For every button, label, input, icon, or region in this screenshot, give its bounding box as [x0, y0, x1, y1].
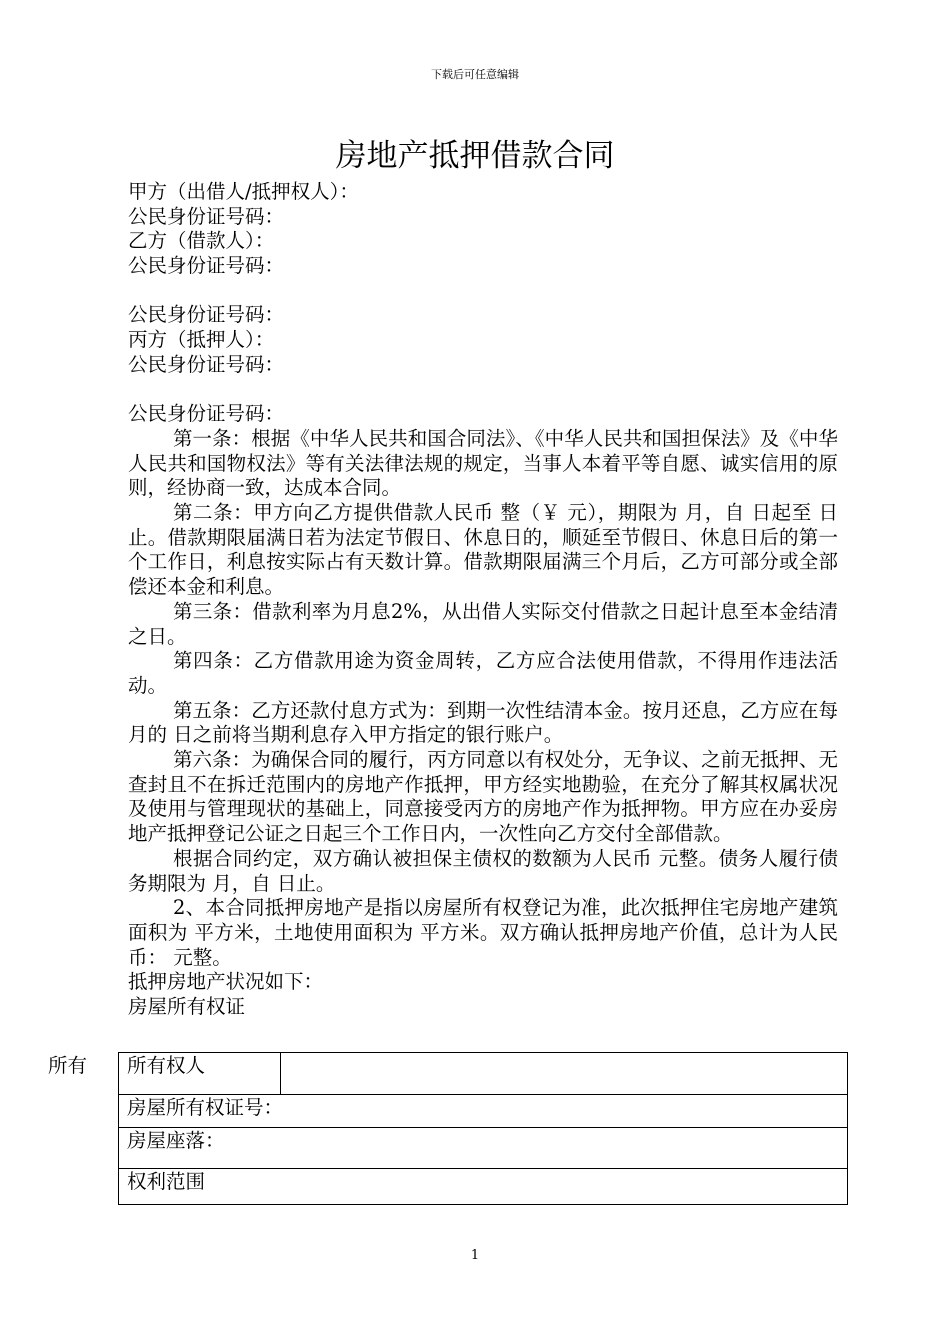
- clause-property-area: 2、本合同抵押房地产是指以房屋所有权登记为准，此次抵押住宅房地产建筑面积为 平方米，土地使用面积为 平方米。双方确认抵押房地产价值，总计为人民币： 元整。: [128, 896, 838, 969]
- table-row: [119, 1053, 848, 1095]
- header-note: 下载后可任意编辑: [431, 68, 519, 81]
- page-number: 1: [470, 1248, 480, 1263]
- party-a-line: 甲方（出借人/抵押权人）：: [128, 180, 359, 203]
- table-row: [119, 1169, 848, 1205]
- table-row: [119, 1095, 848, 1128]
- blank-line: [128, 279, 838, 304]
- party-c-id-line-2: 公民身份证号码：: [128, 402, 285, 426]
- clause-4: 第四条：乙方借款用途为资金周转，乙方应合法使用借款，不得用作违法活动。: [128, 649, 838, 697]
- property-intro: 抵押房地产状况如下：: [128, 970, 324, 994]
- owner-value-cell: [281, 1053, 848, 1095]
- rights-scope-cell: 权利范围: [119, 1169, 848, 1205]
- property-cert-heading: 房屋所有权证: [128, 995, 246, 1019]
- party-b-id-line: 公民身份证号码：: [128, 254, 285, 278]
- clause-debt-amount: 根据合同约定，双方确认被担保主债权的数额为人民币 元整。债务人履行债务期限为 月，自 日止。: [128, 846, 838, 895]
- clause-6: 第六条：为确保合同的履行，丙方同意以有权处分，无争议、之前无抵押、无查封且不在拆迁范围内的房地产作抵押，甲方经实地勘验，在充分了解其权属状况及使用与管理现状的基础上，同意接受丙方的房地产作为抵押物。甲方应在办妥房地产抵押登记公证之日起三个工作日内，一次性向乙方交付全部借款。: [128, 748, 838, 846]
- party-a-id-line: 公民身份证号码：: [128, 204, 285, 228]
- table-row: [119, 1128, 848, 1169]
- contract-body: [128, 180, 838, 1020]
- clause-3: 第三条：借款利率为月息2%，从出借人实际交付借款之日起计息至本金结清之日。: [128, 599, 838, 648]
- blank-line: [128, 378, 838, 403]
- party-c-id-line: 公民身份证号码：: [128, 352, 285, 376]
- location-cell: 房屋座落：: [119, 1128, 848, 1169]
- party-b-id-line-2: 公民身份证号码：: [128, 303, 285, 327]
- clause-2: 第二条：甲方向乙方提供借款人民币 整（￥ 元），期限为 月，自 日起至 日止。借款期限届满日若为法定节假日、休息日的，顺延至节假日、休息日后的第一个工作日，利息按实际占有天数计算。借款期限届满三个月后，乙方可部分或全部偿还本金和利息。: [128, 500, 838, 599]
- cert-number-cell: 房屋所有权证号：: [119, 1095, 848, 1128]
- clause-1: 第一条：根据《中华人民共和国合同法》、《中华人民共和国担保法》及《中华人民共和国物权法》等有关法律法规的规定，当事人本着平等自愿、诚实信用的原则，经协商一致，达成本合同。: [128, 426, 838, 500]
- document-title: 房地产抵押借款合同: [335, 138, 615, 174]
- owner-label-cell: 所有权人: [119, 1053, 281, 1095]
- owner-overflow-label: 所有: [48, 1054, 88, 1077]
- party-c-line: 丙方（抵押人）：: [128, 328, 275, 352]
- party-b-line: 乙方（借款人）：: [128, 229, 275, 253]
- property-cert-table: [118, 1052, 848, 1205]
- clause-5: 第五条：乙方还款付息方式为：到期一次性结清本金。按月还息，乙方应在每月的 日之前将当期利息存入甲方指定的银行账户。: [128, 698, 838, 747]
